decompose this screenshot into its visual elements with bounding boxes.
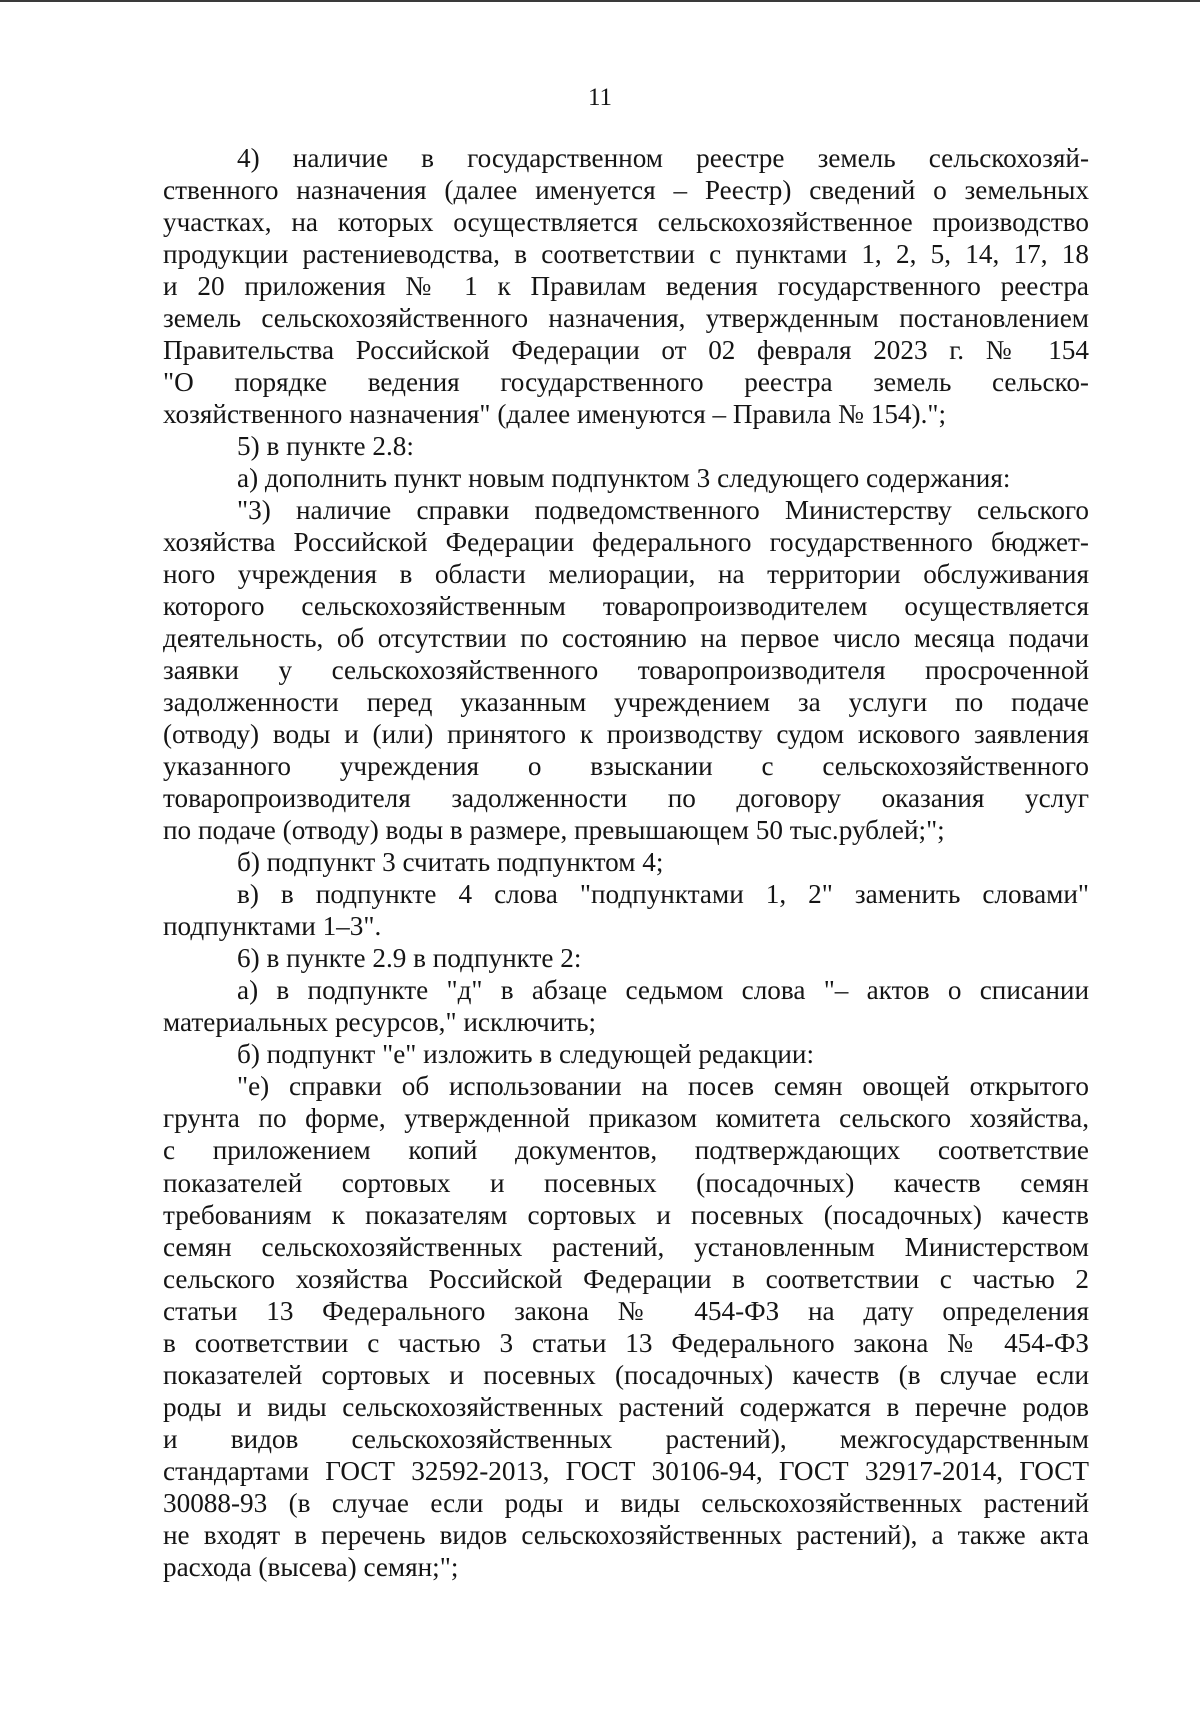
text-line: заявки у сельскохозяйственного товаропроизводителя просроченной — [163, 655, 1089, 686]
text-line: "3) наличие справки подведомственного Министерству сельского — [237, 495, 1089, 526]
text-line: грунта по форме, утвержденной приказом комитета сельского хозяйства, — [163, 1103, 1089, 1134]
text-line: задолженности перед указанным учреждением за услуги по подаче — [163, 687, 1089, 718]
text-line: "е) справки об использовании на посев семян овощей открытого — [237, 1071, 1089, 1102]
text-line: статьи 13 Федерального закона № 454-ФЗ на дату определения — [163, 1295, 1089, 1326]
text-line: материальных ресурсов," исключить; — [163, 1007, 597, 1038]
text-line: деятельность, об отсутствии по состоянию на первое число месяца подачи — [163, 623, 1089, 654]
text-line: не входят в перечень видов сельскохозяйственных растений), а также акта — [163, 1519, 1089, 1550]
text-line: а) в подпункте "д" в абзаце седьмом слова "– актов о списании — [237, 975, 1089, 1006]
text-line: в) в подпункте 4 слова "подпунктами 1, 2" заменить словами" — [237, 879, 1089, 910]
text-line: 4) наличие в государственном реестре земель сельскохозяй- — [237, 143, 1089, 173]
text-line: хозяйства Российской Федерации федерального государственного бюджет- — [163, 527, 1089, 558]
text-line: которого сельскохозяйственным товаропроизводителем осуществляется — [163, 591, 1089, 622]
paragraph-item-5-sub-v — [163, 878, 1089, 942]
text-line: показателей сортовых и посевных (посадочных) качеств (в случае если — [163, 1359, 1089, 1390]
text-line: показателей сортовых и посевных (посадочных) качеств семян — [163, 1167, 1089, 1198]
paragraph-item-5-heading — [163, 430, 1089, 462]
document-body — [163, 142, 1089, 1583]
paragraph-item-5-sub-a — [163, 462, 1089, 494]
paragraph-item-5-sub-b — [163, 846, 1089, 878]
text-line: а) дополнить пункт новым подпунктом 3 следующего содержания: — [237, 463, 1011, 494]
text-line: роды и виды сельскохозяйственных растений содержатся в перечне родов — [163, 1391, 1089, 1422]
paragraph-item-6-sub-b — [163, 1038, 1089, 1070]
text-line: продукции растениеводства, в соответствии с пунктами 1, 2, 5, 14, 17, 18 — [163, 239, 1089, 270]
text-line: б) подпункт "е" изложить в следующей редакции: — [237, 1039, 815, 1070]
text-line: 30088-93 (в случае если роды и виды сельскохозяйственных растений — [163, 1487, 1089, 1518]
paragraph-quote-subitem-3 — [163, 494, 1089, 846]
text-line: подпунктами 1–3". — [163, 911, 382, 942]
text-line: ственного назначения (далее именуется – Реестр) сведений о земельных — [163, 175, 1089, 206]
text-line: ного учреждения в области мелиорации, на территории обслуживания — [163, 559, 1089, 590]
text-line: семян сельскохозяйственных растений, установленным Министерством — [163, 1231, 1089, 1262]
paragraph-quote-subitem-e — [163, 1070, 1089, 1582]
text-line: "О порядке ведения государственного реестра земель сельско- — [163, 367, 1089, 398]
paragraph-item-6-sub-a — [163, 974, 1089, 1038]
text-line: по подаче (отводу) воды в размере, превышающем 50 тыс.рублей;"; — [163, 815, 945, 846]
paragraph-item-6-heading — [163, 942, 1089, 974]
text-line: б) подпункт 3 считать подпунктом 4; — [237, 847, 664, 878]
paragraph-item-4 — [163, 142, 1089, 430]
text-line: с приложением копий документов, подтверждающих соответствие — [163, 1135, 1089, 1166]
text-line: земель сельскохозяйственного назначения, утвержденным постановлением — [163, 303, 1089, 334]
text-line: требованиям к показателям сортовых и посевных (посадочных) качеств — [163, 1199, 1089, 1230]
text-line: и видов сельскохозяйственных растений), межгосударственным — [163, 1423, 1089, 1454]
text-line: в соответствии с частью 3 статьи 13 Федерального закона № 454-ФЗ — [163, 1327, 1089, 1358]
text-line: (отводу) воды и (или) принятого к производству судом искового заявления — [163, 719, 1089, 750]
text-line: расхода (высева) семян;"; — [163, 1551, 459, 1582]
text-line: 6) в пункте 2.9 в подпункте 2: — [237, 943, 582, 974]
page-number: 11 — [587, 84, 613, 111]
text-line: 5) в пункте 2.8: — [237, 431, 414, 462]
text-line: товаропроизводителя задолженности по договору оказания услуг — [163, 783, 1089, 814]
text-line: участках, на которых осуществляется сельскохозяйственное производство — [163, 207, 1089, 238]
text-line: хозяйственного назначения" (далее именуются – Правила № 154)."; — [163, 399, 947, 430]
text-line: Правительства Российской Федерации от 02 февраля 2023 г. № 154 — [163, 335, 1089, 366]
text-line: указанного учреждения о взыскании с сельскохозяйственного — [163, 751, 1089, 782]
text-line: и 20 приложения № 1 к Правилам ведения государственного реестра — [163, 271, 1089, 302]
text-line: стандартами ГОСТ 32592-2013, ГОСТ 30106-94, ГОСТ 32917-2014, ГОСТ — [163, 1455, 1089, 1486]
text-line: сельского хозяйства Российской Федерации в соответствии с частью 2 — [163, 1263, 1089, 1294]
